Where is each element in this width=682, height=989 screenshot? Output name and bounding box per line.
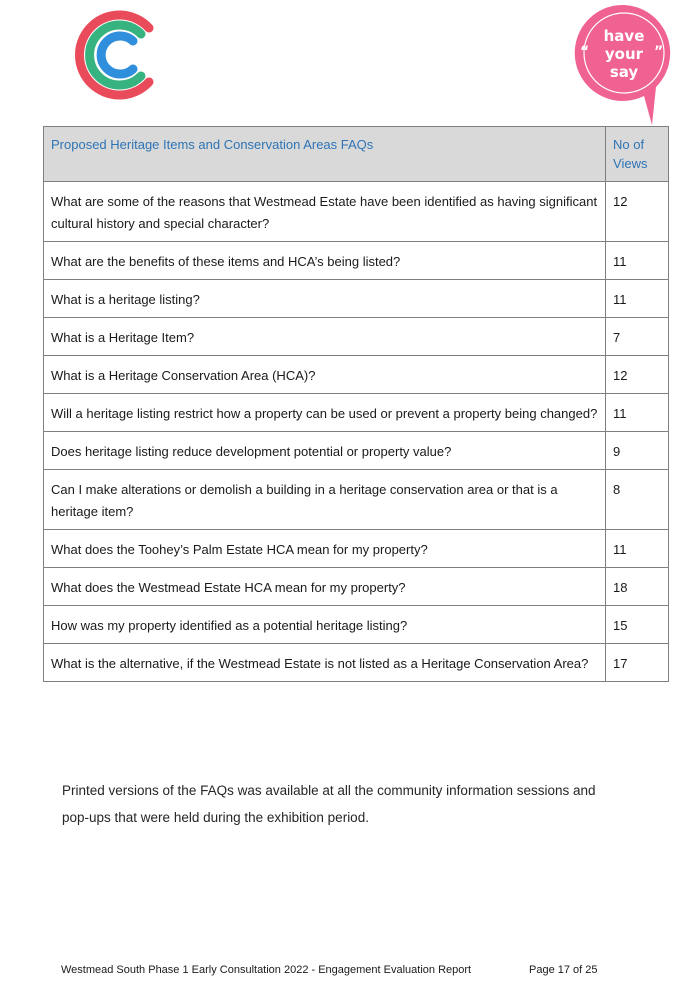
table-row (44, 394, 669, 432)
faq-question: What does the Westmead Estate HCA mean for my property? (44, 568, 606, 606)
faq-question: What is a heritage listing? (44, 280, 606, 318)
faq-question: What is the alternative, if the Westmead Estate is not listed as a Heritage Conservation Area? (44, 644, 606, 682)
faq-views: 11 (606, 280, 669, 318)
faq-views: 12 (606, 356, 669, 394)
c-rings-logo-icon (66, 4, 158, 106)
footer-title: Westmead South Phase 1 Early Consultation 2022 - Engagement Evaluation Report (61, 964, 472, 976)
faq-question: What is a Heritage Item? (44, 318, 606, 356)
svg-text:”: ” (654, 44, 664, 60)
page-number: Page 17 of 25 (529, 964, 598, 976)
table-row (44, 568, 669, 606)
logo-word-say: say (609, 63, 639, 81)
table-header-row (44, 127, 669, 182)
faq-views: 11 (606, 242, 669, 280)
faq-views: 11 (606, 394, 669, 432)
faq-views: 15 (606, 606, 669, 644)
printed-faq-note: Printed versions of the FAQs was available at all the community information sessions and pop-ups that were held during the exhibition period. (62, 782, 596, 825)
table-row (44, 606, 669, 644)
speech-bubble-logo-icon (574, 3, 674, 127)
faq-question: What does the Toohey’s Palm Estate HCA mean for my property? (44, 530, 606, 568)
table-row (44, 356, 669, 394)
header-views: No of Views (606, 127, 669, 182)
faq-views: 11 (606, 530, 669, 568)
logo-word-your: your (604, 45, 644, 63)
table-row (44, 530, 669, 568)
faq-views: 7 (606, 318, 669, 356)
table-row (44, 242, 669, 280)
logo-word-have: have (603, 27, 645, 45)
faq-question: What are some of the reasons that Westmead Estate have been identified as having significant cultural history and special character? (44, 182, 606, 242)
faq-question: Will a heritage listing restrict how a property can be used or prevent a property being changed? (44, 394, 606, 432)
faq-question: Can I make alterations or demolish a building in a heritage conservation area or that is a heritage item? (44, 470, 606, 530)
svg-text:“: “ (580, 44, 590, 60)
faq-question: What is a Heritage Conservation Area (HCA)? (44, 356, 606, 394)
header-question: Proposed Heritage Items and Conservation Areas FAQs (44, 127, 606, 182)
faq-views: 8 (606, 470, 669, 530)
faq-views: 17 (606, 644, 669, 682)
faq-views: 9 (606, 432, 669, 470)
table-row (44, 280, 669, 318)
faq-question: Does heritage listing reduce development potential or property value? (44, 432, 606, 470)
faq-question: What are the benefits of these items and HCA’s being listed? (44, 242, 606, 280)
faq-views-table (43, 126, 669, 682)
table-row (44, 318, 669, 356)
table-row (44, 182, 669, 242)
table-row (44, 644, 669, 682)
table-row (44, 432, 669, 470)
table-row (44, 470, 669, 530)
faq-question: How was my property identified as a potential heritage listing? (44, 606, 606, 644)
faq-views: 18 (606, 568, 669, 606)
faq-views: 12 (606, 182, 669, 242)
